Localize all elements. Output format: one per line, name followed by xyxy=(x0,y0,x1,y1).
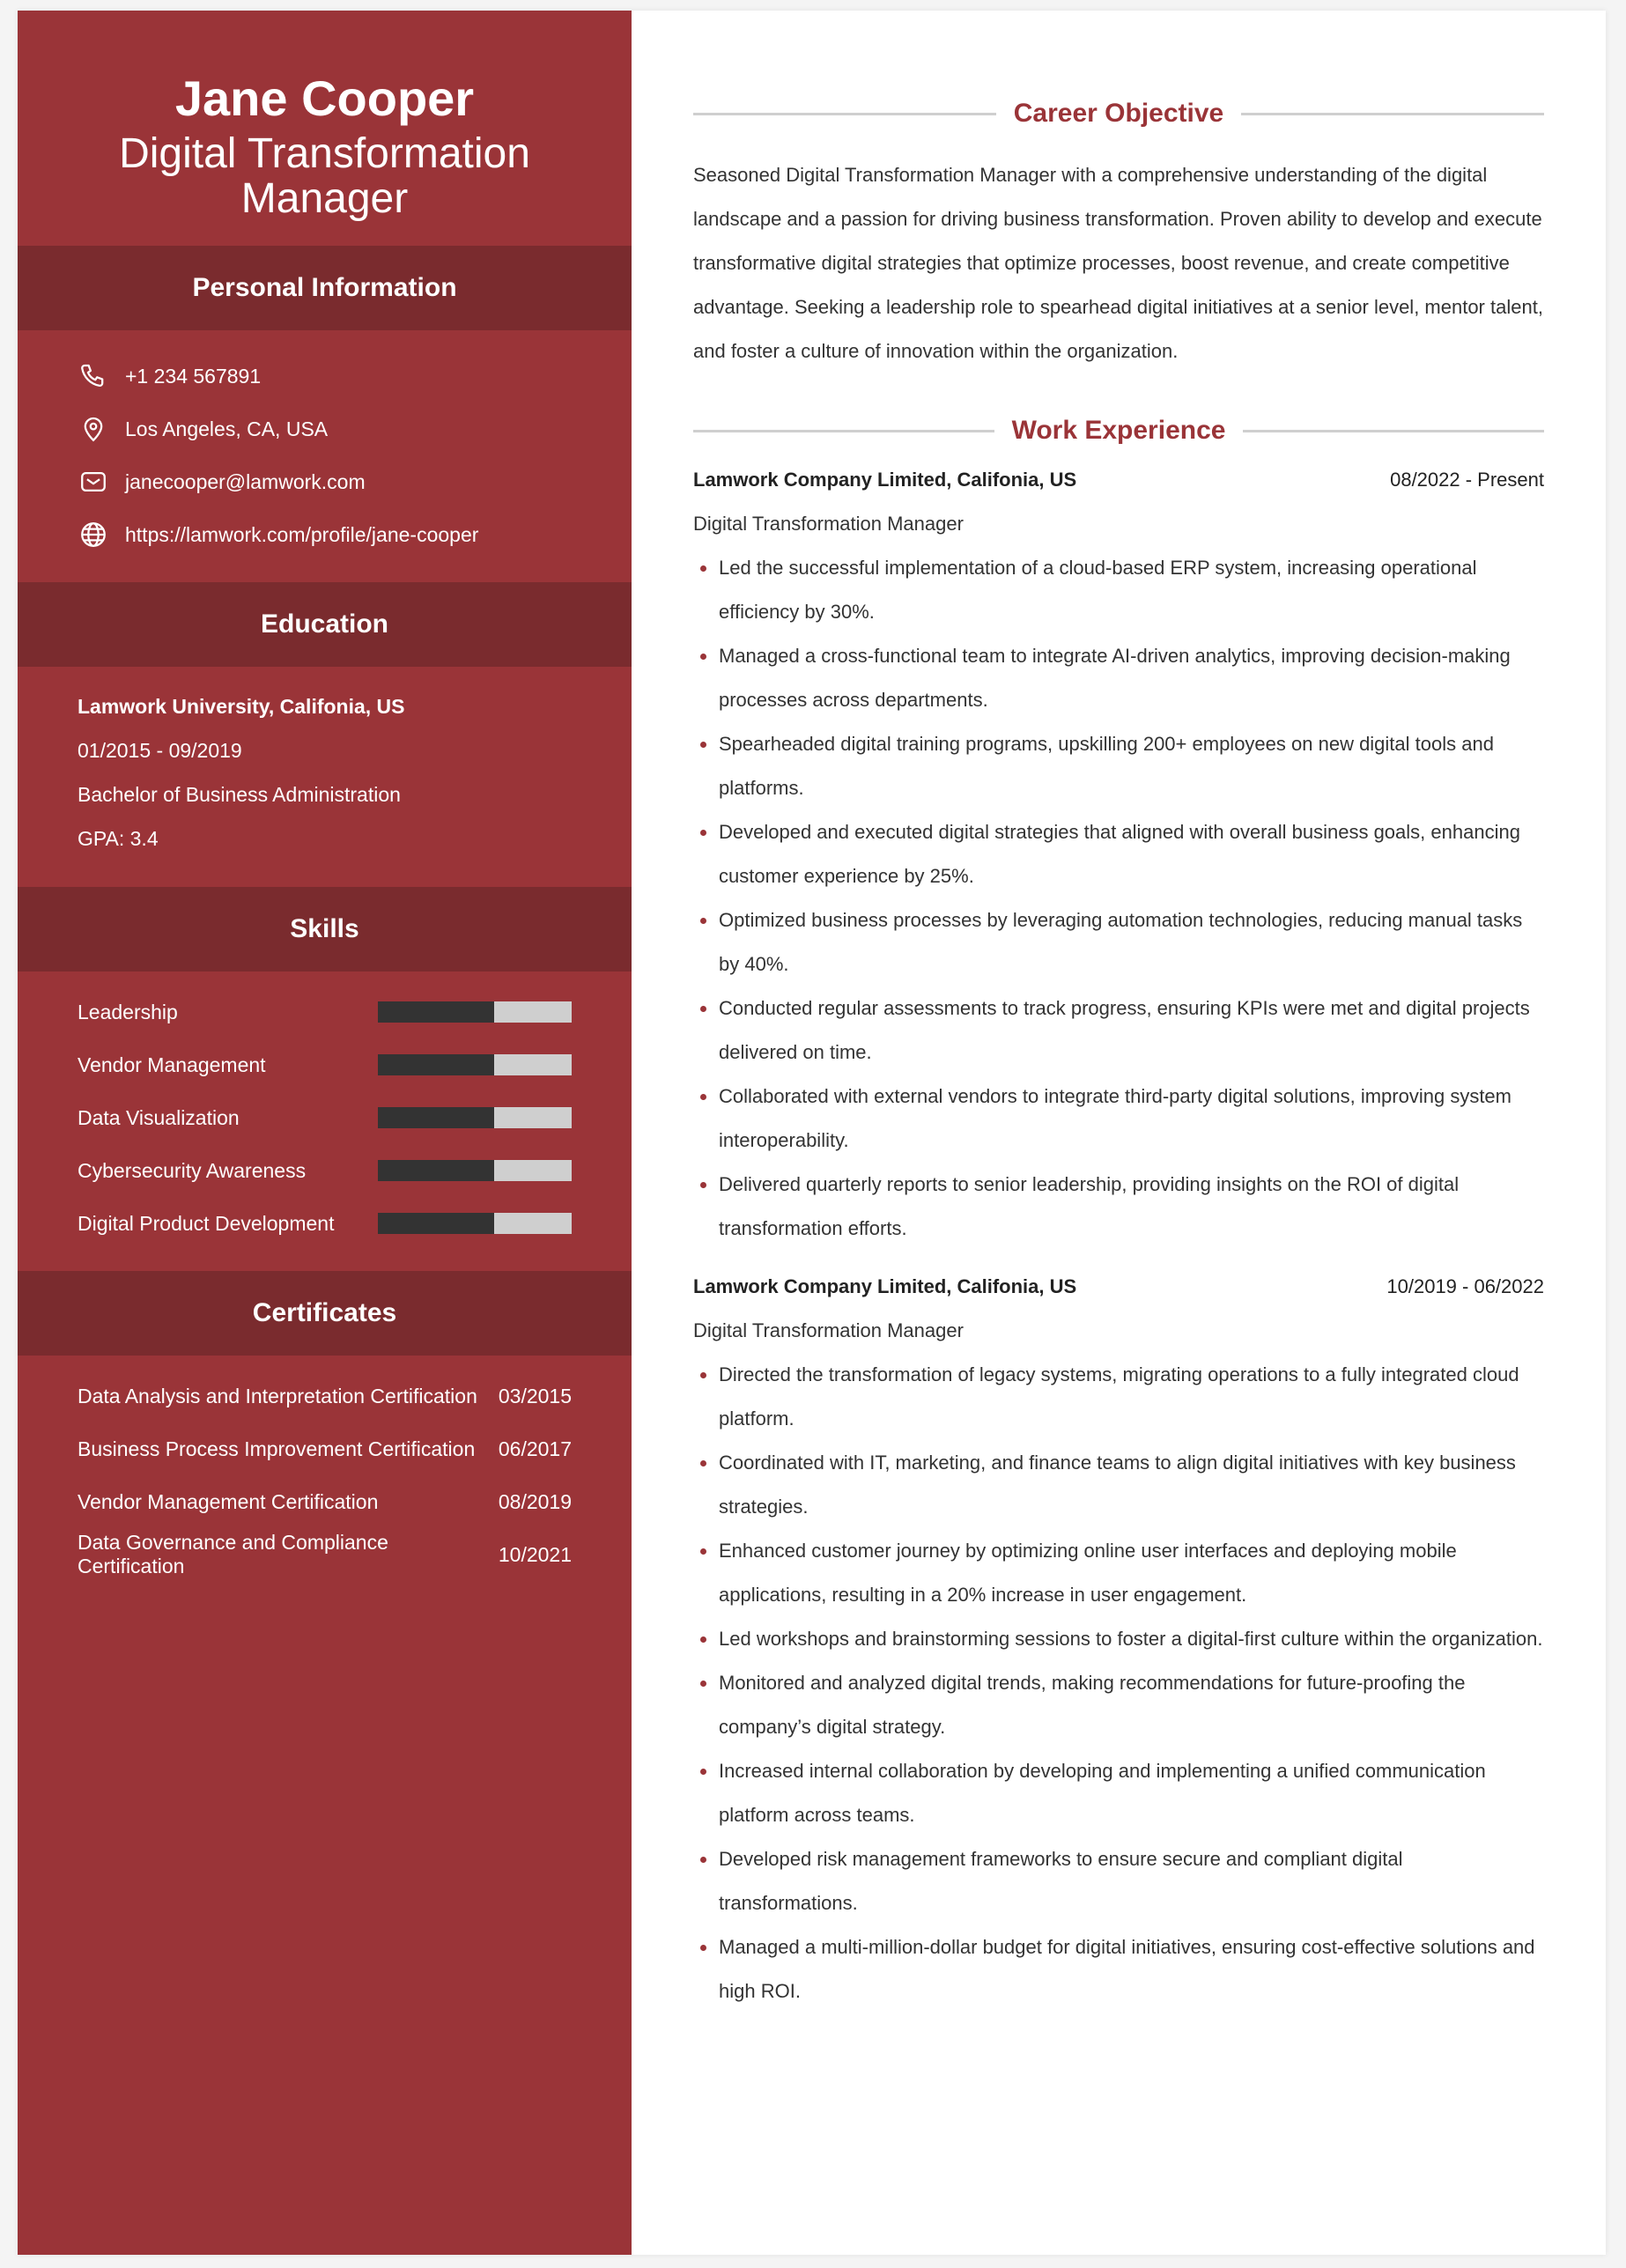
job-bullet: Monitored and analyzed digital trends, making recommendations for future-proofing the company’s digital strategy. xyxy=(693,1661,1544,1749)
skill-item xyxy=(78,1091,572,1144)
job-bullet: Increased internal collaboration by developing and implementing a unified communication platform across teams. xyxy=(693,1749,1544,1837)
certificate-name: Business Process Improvement Certification xyxy=(78,1437,476,1460)
certificate-item xyxy=(78,1528,572,1581)
job-entry xyxy=(693,1265,1544,2013)
certificate-date: 10/2021 xyxy=(498,1542,572,1566)
divider-line xyxy=(1243,430,1544,432)
phone-icon xyxy=(78,360,109,392)
job-bullet: Optimized business processes by leveraging automation technologies, reducing manual tasks by 40%. xyxy=(693,898,1544,986)
education-gpa: GPA: 3.4 xyxy=(78,827,159,851)
education-dates: 01/2015 - 09/2019 xyxy=(78,739,242,763)
sidebar xyxy=(18,11,632,2255)
candidate-name: Jane Cooper xyxy=(174,70,475,126)
skill-level-fill xyxy=(378,1160,494,1181)
education-degree: Bachelor of Business Administration xyxy=(78,783,401,807)
skill-name: Cybersecurity Awareness xyxy=(78,1158,307,1182)
mail-icon xyxy=(78,466,109,498)
certificate-item xyxy=(78,1370,572,1422)
skill-level-fill xyxy=(378,1213,494,1234)
job-role: Digital Transformation Manager xyxy=(693,513,964,535)
job-bullet: Collaborated with external vendors to integrate third-party digital solutions, improving system interoperability. xyxy=(693,1075,1544,1163)
resume-page xyxy=(18,11,1606,2255)
objective-text: Seasoned Digital Transformation Manager with a comprehensive understanding of the digital landscape and a passion for driving business transformation. Proven ability to develop and execute transformative digital strategies that optimize processes, boost revenue, and create competitive advantage. Seeking a leadership role to spearhead digital initiatives at a senior level, mentor talent, and foster a culture of innovation within the organization. xyxy=(693,164,1543,362)
contact-email xyxy=(78,455,572,508)
skill-item xyxy=(78,986,572,1038)
skill-item xyxy=(78,1197,572,1250)
skill-name: Leadership xyxy=(78,1000,178,1023)
job-dates: 08/2022 - Present xyxy=(1390,469,1544,491)
main-content xyxy=(632,11,1606,2255)
objective-heading: Career Objective xyxy=(1013,99,1224,128)
certificates-section xyxy=(18,1356,632,1613)
job-bullet: Developed risk management frameworks to ensure secure and compliant digital transformations. xyxy=(693,1837,1544,1925)
skill-item xyxy=(78,1144,572,1197)
education-heading: Education xyxy=(18,582,632,667)
profile-header xyxy=(18,11,632,246)
job-bullet: Led workshops and brainstorming sessions to foster a digital-first culture within the organization. xyxy=(693,1617,1544,1661)
skill-level-fill xyxy=(378,1107,494,1128)
job-bullet: Managed a multi-million-dollar budget for digital initiatives, ensuring cost-effective solutions and high ROI. xyxy=(693,1925,1544,2013)
certificate-item xyxy=(78,1475,572,1528)
globe-icon xyxy=(78,519,109,550)
contact-location xyxy=(78,403,572,455)
job-bullet: Delivered quarterly reports to senior leadership, providing insights on the ROI of digital transformation efforts. xyxy=(693,1163,1544,1251)
skill-item xyxy=(78,1038,572,1091)
job-bullet: Developed and executed digital strategies that aligned with overall business goals, enhancing customer experience by 25%. xyxy=(693,810,1544,898)
job-bullet: Spearheaded digital training programs, upskilling 200+ employees on new digital tools and platforms. xyxy=(693,722,1544,810)
skill-name: Data Visualization xyxy=(78,1105,240,1129)
skill-level-bar xyxy=(378,1213,572,1234)
personal-info-heading: Personal Information xyxy=(18,246,632,330)
education-school: Lamwork University, Califonia, US xyxy=(78,695,405,719)
job-bullet: Enhanced customer journey by optimizing online user interfaces and deploying mobile applications, resulting in a 20% increase in user engagement. xyxy=(693,1529,1544,1617)
certificate-date: 06/2017 xyxy=(498,1437,572,1460)
skill-level-fill xyxy=(378,1054,494,1075)
contact-phone xyxy=(78,350,572,403)
job-bullet: Managed a cross-functional team to integrate AI-driven analytics, improving decision-making processes across departments. xyxy=(693,634,1544,722)
job-header xyxy=(693,458,1544,502)
job-bullets xyxy=(693,546,1544,1251)
contact-location-text: Los Angeles, CA, USA xyxy=(125,417,329,440)
skill-name: Digital Product Development xyxy=(78,1211,335,1235)
skill-level-bar xyxy=(378,1107,572,1128)
divider-line xyxy=(1241,113,1544,115)
job-bullet: Led the successful implementation of a cloud-based ERP system, increasing operational efficiency by 30%. xyxy=(693,546,1544,634)
location-icon xyxy=(78,413,109,445)
contact-website-text[interactable]: https://lamwork.com/profile/jane-cooper xyxy=(125,522,479,546)
job-bullet: Directed the transformation of legacy systems, migrating operations to a fully integrated cloud platform. xyxy=(693,1353,1544,1441)
certificate-name: Data Governance and Compliance Certification xyxy=(78,1531,388,1578)
job-role: Digital Transformation Manager xyxy=(693,1319,964,1341)
divider-line xyxy=(693,430,994,432)
job-entry xyxy=(693,458,1544,1251)
certificates-heading: Certificates xyxy=(18,1271,632,1356)
job-company: Lamwork Company Limited, Califonia, US xyxy=(693,469,1077,491)
skills-section xyxy=(18,971,632,1271)
skill-level-bar xyxy=(378,1160,572,1181)
candidate-title: Digital Transformation Manager xyxy=(119,130,530,222)
job-company: Lamwork Company Limited, Califonia, US xyxy=(693,1275,1077,1297)
certificate-date: 03/2015 xyxy=(498,1384,572,1407)
skill-level-bar xyxy=(378,1001,572,1023)
contact-email-text[interactable]: janecooper@lamwork.com xyxy=(125,469,366,493)
job-header xyxy=(693,1265,1544,1309)
education-section xyxy=(18,667,632,887)
skill-name: Vendor Management xyxy=(78,1053,266,1076)
job-bullet: Conducted regular assessments to track progress, ensuring KPIs were met and digital projects delivered on time. xyxy=(693,986,1544,1075)
certificate-name: Data Analysis and Interpretation Certification xyxy=(78,1384,477,1407)
certificate-date: 08/2019 xyxy=(498,1489,572,1513)
contact-website xyxy=(78,508,572,561)
experience-heading: Work Experience xyxy=(1011,416,1226,445)
skills-heading: Skills xyxy=(18,887,632,971)
experience-heading-row xyxy=(693,416,1544,446)
skill-level-bar xyxy=(378,1054,572,1075)
job-bullets xyxy=(693,1353,1544,2013)
personal-info-section xyxy=(18,330,632,582)
certificate-name: Vendor Management Certification xyxy=(78,1489,379,1513)
divider-line xyxy=(693,113,996,115)
skill-level-fill xyxy=(378,1001,494,1023)
certificate-item xyxy=(78,1422,572,1475)
objective-heading-row xyxy=(693,99,1544,129)
job-dates: 10/2019 - 06/2022 xyxy=(1386,1275,1544,1297)
contact-phone-text: +1 234 567891 xyxy=(125,364,262,388)
job-bullet: Coordinated with IT, marketing, and finance teams to align digital initiatives with key business strategies. xyxy=(693,1441,1544,1529)
